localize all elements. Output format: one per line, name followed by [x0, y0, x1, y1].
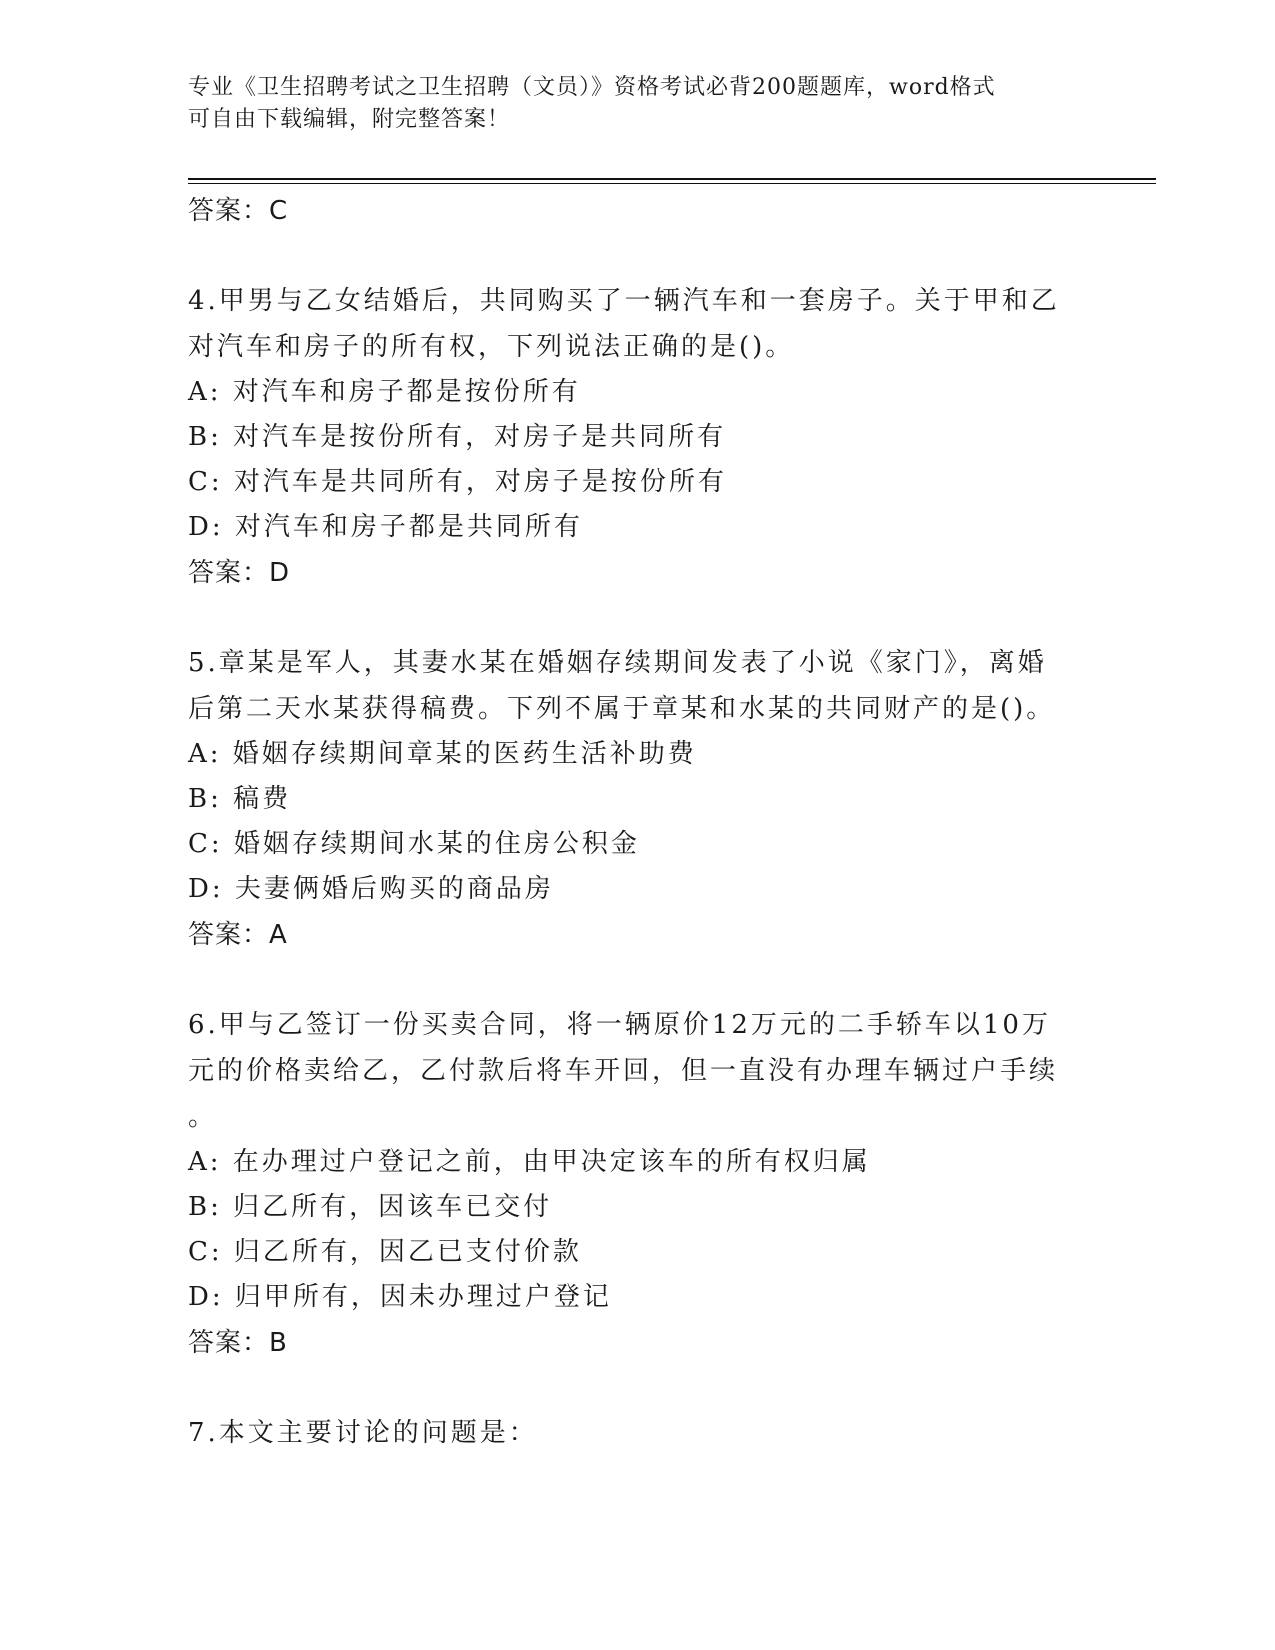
option-b: B: 对汽车是按份所有，对房子是共同所有: [188, 422, 727, 452]
question-stem: 6.甲与乙签订一份买卖合同，将一辆原价12万元的二手轿车以10万: [188, 1010, 1051, 1040]
option-d: D: 夫妻俩婚后购买的商品房: [188, 874, 554, 904]
option-c: C: 归乙所有，因乙已支付价款: [188, 1237, 582, 1267]
answer-line: 答案：C: [188, 196, 289, 226]
option-d: D: 对汽车和房子都是共同所有: [188, 512, 583, 542]
question-block-5: [188, 640, 1068, 958]
answer-line: 答案：D: [188, 558, 291, 588]
option-b: B: 归乙所有，因该车已交付: [188, 1192, 553, 1222]
question-stem: 。: [188, 1102, 218, 1132]
option-d: D: 归甲所有，因未办理过户登记: [188, 1282, 612, 1312]
question-block-6: [188, 1002, 1068, 1366]
question-stem: 7.本文主要讨论的问题是：: [188, 1418, 538, 1448]
option-b: B: 稿费: [188, 784, 292, 814]
option-c: C: 对汽车是共同所有，对房子是按份所有: [188, 467, 727, 497]
question-stem: 5.章某是军人，其妻水某在婚姻存续期间发表了小说《家门》，离婚: [188, 648, 1047, 678]
question-stem: 后第二天水某获得稿费。下列不属于章某和水某的共同财产的是()。: [188, 694, 1056, 724]
header-rule-thick: [188, 178, 1156, 180]
header-line-1: 专业《卫生招聘考试之卫生招聘（文员）》资格考试必背200题题库，word格式: [188, 75, 996, 100]
question-block-4: [188, 278, 1068, 596]
option-c: C: 婚姻存续期间水某的住房公积金: [188, 829, 640, 859]
document-body: [188, 188, 1068, 1456]
option-a: A: 在办理过户登记之前，由甲决定该车的所有权归属: [188, 1147, 871, 1177]
question-stem: 对汽车和房子的所有权，下列说法正确的是()。: [188, 332, 795, 362]
question-block-7: [188, 1410, 1068, 1456]
answer-line: 答案：A: [188, 920, 288, 950]
answer-line: 答案：B: [188, 1328, 288, 1358]
option-a: A: 婚姻存续期间章某的医药生活补助费: [188, 739, 697, 769]
question-stem: 4.甲男与乙女结婚后，共同购买了一辆汽车和一套房子。关于甲和乙: [188, 286, 1060, 316]
document-header: [188, 72, 1068, 136]
question-stem: 元的价格卖给乙，乙付款后将车开回，但一直没有办理车辆过户手续: [188, 1056, 1059, 1086]
option-a: A: 对汽车和房子都是按份所有: [188, 377, 581, 407]
header-rule-thin: [188, 183, 1156, 184]
header-line-2: 可自由下载编辑，附完整答案！: [188, 107, 511, 132]
